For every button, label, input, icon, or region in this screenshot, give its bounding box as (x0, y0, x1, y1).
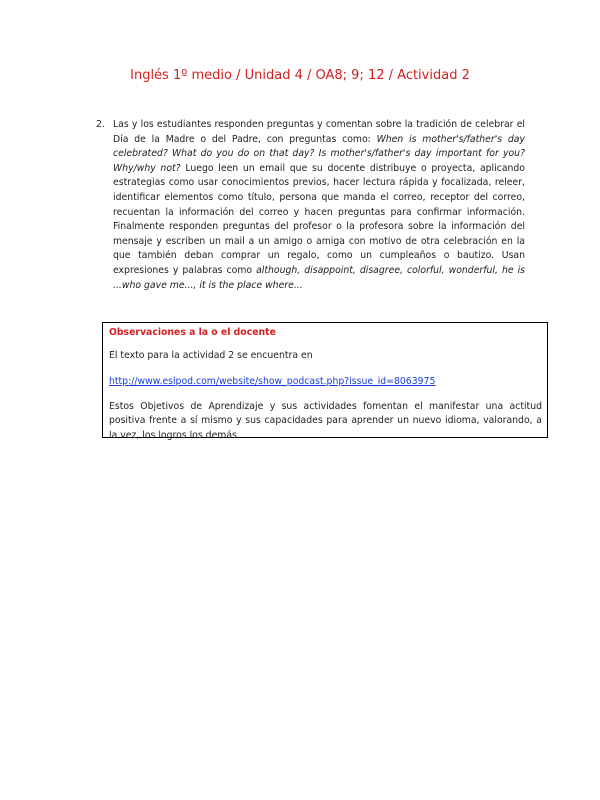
teacher-notes-heading: Observaciones a la o el docente (109, 327, 276, 338)
activity-text-segment: Luego leen un email que su docente distribuye o proyecta, aplicando estrategias como usar conocimientos previos, hacer lectura rápida y focalizada, releer, identificar elementos como título, persona que manda el correo, receptor del correo, recuentan la información del correo y hacen preguntas para confirmar información. Finalmente responden preguntas del profesor o la profesora sobre la información del mensaje y escriben un mail a un amigo o amiga con motivo de otra celebración en la que también deban comprar un regalo, como un cumpleaños o bautizo. Usan expresiones y palabras como (113, 162, 525, 276)
activity-number: 2. (96, 119, 105, 130)
activity-example-questions: When is mother's/father's day celebrated? What do you do on that day? Is mother's/father's day important for you? Why/why not? (113, 133, 525, 174)
activity-item (96, 118, 525, 293)
activity-text-segment: Las y los estudiantes responden preguntas y comentan sobre la tradición de celebrar el Día de la Madre o del Padre, con preguntas como: (113, 119, 525, 145)
teacher-notes-intro: El texto para la actividad 2 se encuentra en (109, 350, 313, 361)
teacher-notes-paragraph: Estos Objetivos de Aprendizaje y sus actividades fomentan el manifestar una actitud positiva frente a sí mismo y sus capacidades para aprender un nuevo idioma, valorando, a la vez, los logros los demás. (109, 401, 542, 441)
activity-vocabulary-list: although, disappoint, disagree, colorful, wonderful, he is ...who gave me..., it is the place where... (113, 264, 525, 291)
activity-description (113, 118, 525, 293)
page-title: Inglés 1º medio / Unidad 4 / OA8; 9; 12 / Actividad 2 (130, 68, 470, 83)
teacher-notes-box (102, 322, 548, 441)
podcast-link[interactable]: http://www.eslpod.com/website/show_podcast.php?issue_id=8063975 (109, 376, 436, 387)
